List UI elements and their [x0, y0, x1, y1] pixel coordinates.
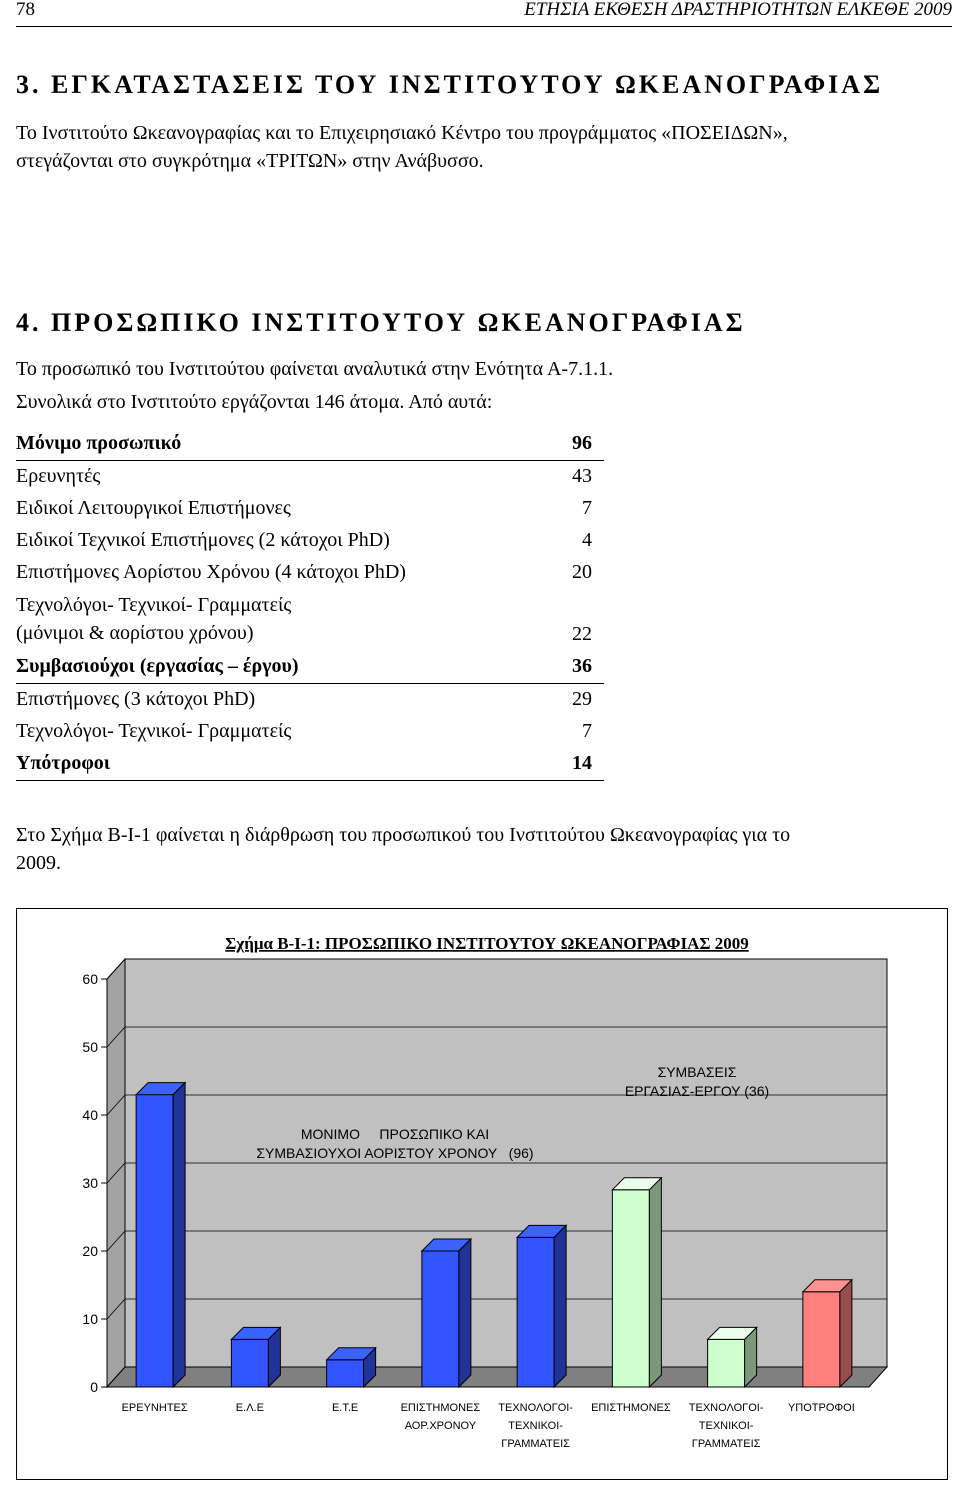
row-label: Επιστήμονες Αορίστου Χρόνου (4 κάτοχοι PhD): [16, 561, 406, 583]
bar: [231, 1339, 268, 1387]
row-value: 43: [572, 465, 592, 487]
y-tick-label: 0: [90, 1379, 98, 1395]
y-tick-label: 10: [82, 1311, 98, 1327]
section-3-text-line-2: στεγάζονται στο συγκρότημα «ΤΡΙΤΩΝ» στην Ανάβυσσο.: [16, 150, 484, 172]
x-tick-label: ΥΠΟΤΡΟΦΟΙ: [787, 1402, 855, 1414]
bar: [517, 1237, 554, 1387]
x-tick-label: ΕΠΙΣΤΗΜΟΝΕΣ: [591, 1402, 671, 1414]
row-value: 36: [572, 655, 592, 677]
row-label: Επιστήμονες (3 κάτοχοι PhD): [16, 688, 256, 710]
chart-floor: [107, 1367, 887, 1387]
bar: [422, 1251, 459, 1387]
table-row-fellows: [16, 748, 604, 781]
chart-annotation: ΜΟΝΙΜΟ ΠΡΟΣΩΠΙΚΟ ΚΑΙ: [300, 1126, 490, 1142]
bar-side: [840, 1280, 852, 1387]
x-tick-label: ΤΕΧΝΙΚΟΙ-: [698, 1420, 754, 1432]
y-tick-label: 50: [82, 1039, 98, 1055]
table-row-fixed-term-scientists: [16, 557, 604, 589]
section-4-text-line-1: Το προσωπικό του Ινστιτούτου φαίνεται αναλυτικά στην Ενότητα Α-7.1.1.: [16, 358, 614, 380]
row-value: 96: [572, 432, 592, 454]
row-value: 4: [582, 529, 592, 551]
bar-side: [554, 1225, 566, 1387]
bar-side: [173, 1083, 185, 1387]
bar-side: [649, 1178, 661, 1387]
row-label: Μόνιμο προσωπικό: [16, 432, 182, 454]
chart-frame: [16, 908, 948, 1480]
x-tick-label: ΑΟΡ.ΧΡΟΝΟΥ: [404, 1420, 477, 1432]
section-4-text-line-2: Συνολικά στο Ινστιτούτο εργάζονται 146 άτομα. Από αυτά:: [16, 391, 493, 413]
table-row-contract: [16, 651, 604, 684]
section-4-heading: 4. ΠΡΟΣΩΠΙΚΟ ΙΝΣΤΙΤΟΥΤΟΥ ΩΚΕΑΝΟΓΡΑΦΙΑΣ: [16, 308, 746, 337]
row-value: 20: [572, 561, 592, 583]
row-value: 22: [572, 623, 592, 645]
bar: [803, 1292, 840, 1387]
row-label-line-1: Τεχνολόγοι- Τεχνικοί- Γραμματείς: [16, 594, 292, 616]
row-label: Υπότροφοι: [16, 752, 111, 774]
x-tick-label: ΤΕΧΝΟΛΟΓΟΙ-: [688, 1402, 764, 1414]
table-row-contract-technical: [16, 716, 604, 748]
page-header: [16, 0, 952, 27]
section-3-heading: 3. ΕΓΚΑΤΑΣΤΑΣΕΙΣ ΤΟΥ ΙΝΣΤΙΤΟΥΤΟΥ ΩΚΕΑΝΟΓΡΑΦΙΑΣ: [16, 70, 884, 99]
table-row-technical-scientists: [16, 525, 604, 557]
row-label: Ειδικοί Τεχνικοί Επιστήμονες (2 κάτοχοι PhD): [16, 529, 390, 551]
x-tick-label: ΤΕΧΝΙΚΟΙ-: [508, 1420, 563, 1432]
x-tick-label: ΤΕΧΝΟΛΟΓΟΙ-: [498, 1402, 573, 1414]
row-value: 14: [572, 752, 592, 774]
x-tick-label: ΕΡΕΥΝΗΤΕΣ: [121, 1402, 188, 1414]
row-label: Ερευνητές: [16, 465, 101, 487]
y-tick-label: 30: [82, 1175, 98, 1191]
running-title: ΕΤΗΣΙΑ ΕΚΘΕΣΗ ΔΡΑΣΤΗΡΙΟΤΗΤΩΝ ΕΛΚΕΘΕ 2009: [524, 0, 952, 20]
row-value: 29: [572, 688, 592, 710]
bar: [136, 1095, 173, 1387]
bar: [612, 1190, 649, 1387]
chart-annotation: ΕΡΓΑΣΙΑΣ-ΕΡΓΟΥ (36): [624, 1083, 770, 1099]
x-tick-label: ΕΠΙΣΤΗΜΟΝΕΣ: [400, 1402, 481, 1414]
table-row-researchers: [16, 461, 604, 493]
x-tick-label: ΓΡΑΜΜΑΤΕΙΣ: [501, 1438, 570, 1450]
table-row-functional-scientists: [16, 493, 604, 525]
bar: [708, 1339, 745, 1387]
bar: [327, 1360, 364, 1387]
y-tick-label: 60: [82, 971, 98, 987]
y-tick-label: 20: [82, 1243, 98, 1259]
row-label: Ειδικοί Λειτουργικοί Επιστήμονες: [16, 497, 291, 519]
staff-table: [16, 428, 604, 781]
section-3-text-line-1: Το Ινστιτούτο Ωκεανογραφίας και το Επιχειρησιακό Κέντρο του προγράμματος «ΠΟΣΕΙΔΩΝ»,: [16, 122, 788, 144]
row-label: Τεχνολόγοι- Τεχνικοί- Γραμματείς: [16, 720, 292, 742]
page-number: 78: [16, 0, 35, 20]
row-label: Συμβασιούχοι (εργασίας – έργου): [16, 655, 299, 677]
figure-caption-line-1: Στο Σχήμα Β-Ι-1 φαίνεται η διάρθρωση του προσωπικού του Ινστιτούτου Ωκεανογραφίας για το: [16, 824, 791, 846]
table-row-permanent: [16, 428, 604, 461]
y-tick-label: 40: [82, 1107, 98, 1123]
row-label-line-2: (μόνιμοι & αορίστου χρόνου): [16, 622, 254, 644]
chart-annotation: ΣΥΜΒΑΣΙΟΥΧΟΙ ΑΟΡΙΣΤΟΥ ΧΡΟΝΟΥ (96): [256, 1145, 534, 1161]
table-row-technical-staff: [16, 589, 604, 651]
chart-annotation: ΣΥΜΒΑΣΕΙΣ: [657, 1064, 737, 1080]
row-label: [16, 591, 291, 647]
table-row-contract-scientists: [16, 684, 604, 716]
x-tick-label: ΓΡΑΜΜΑΤΕΙΣ: [691, 1438, 761, 1450]
row-value: 7: [582, 497, 592, 519]
row-value: 7: [582, 720, 592, 742]
chart-title: Σχήμα Β-Ι-1: ΠΡΟΣΩΠΙΚΟ ΙΝΣΤΙΤΟΥΤΟΥ ΩΚΕΑΝΟΓΡΑΦΙΑΣ 2009: [225, 934, 749, 953]
figure-caption-line-2: 2009.: [16, 852, 61, 874]
x-tick-label: Ε.Τ.Ε: [331, 1402, 359, 1414]
x-tick-label: Ε.Λ.Ε: [235, 1402, 264, 1414]
bar-side: [459, 1239, 471, 1387]
bar-chart: [17, 909, 949, 1481]
